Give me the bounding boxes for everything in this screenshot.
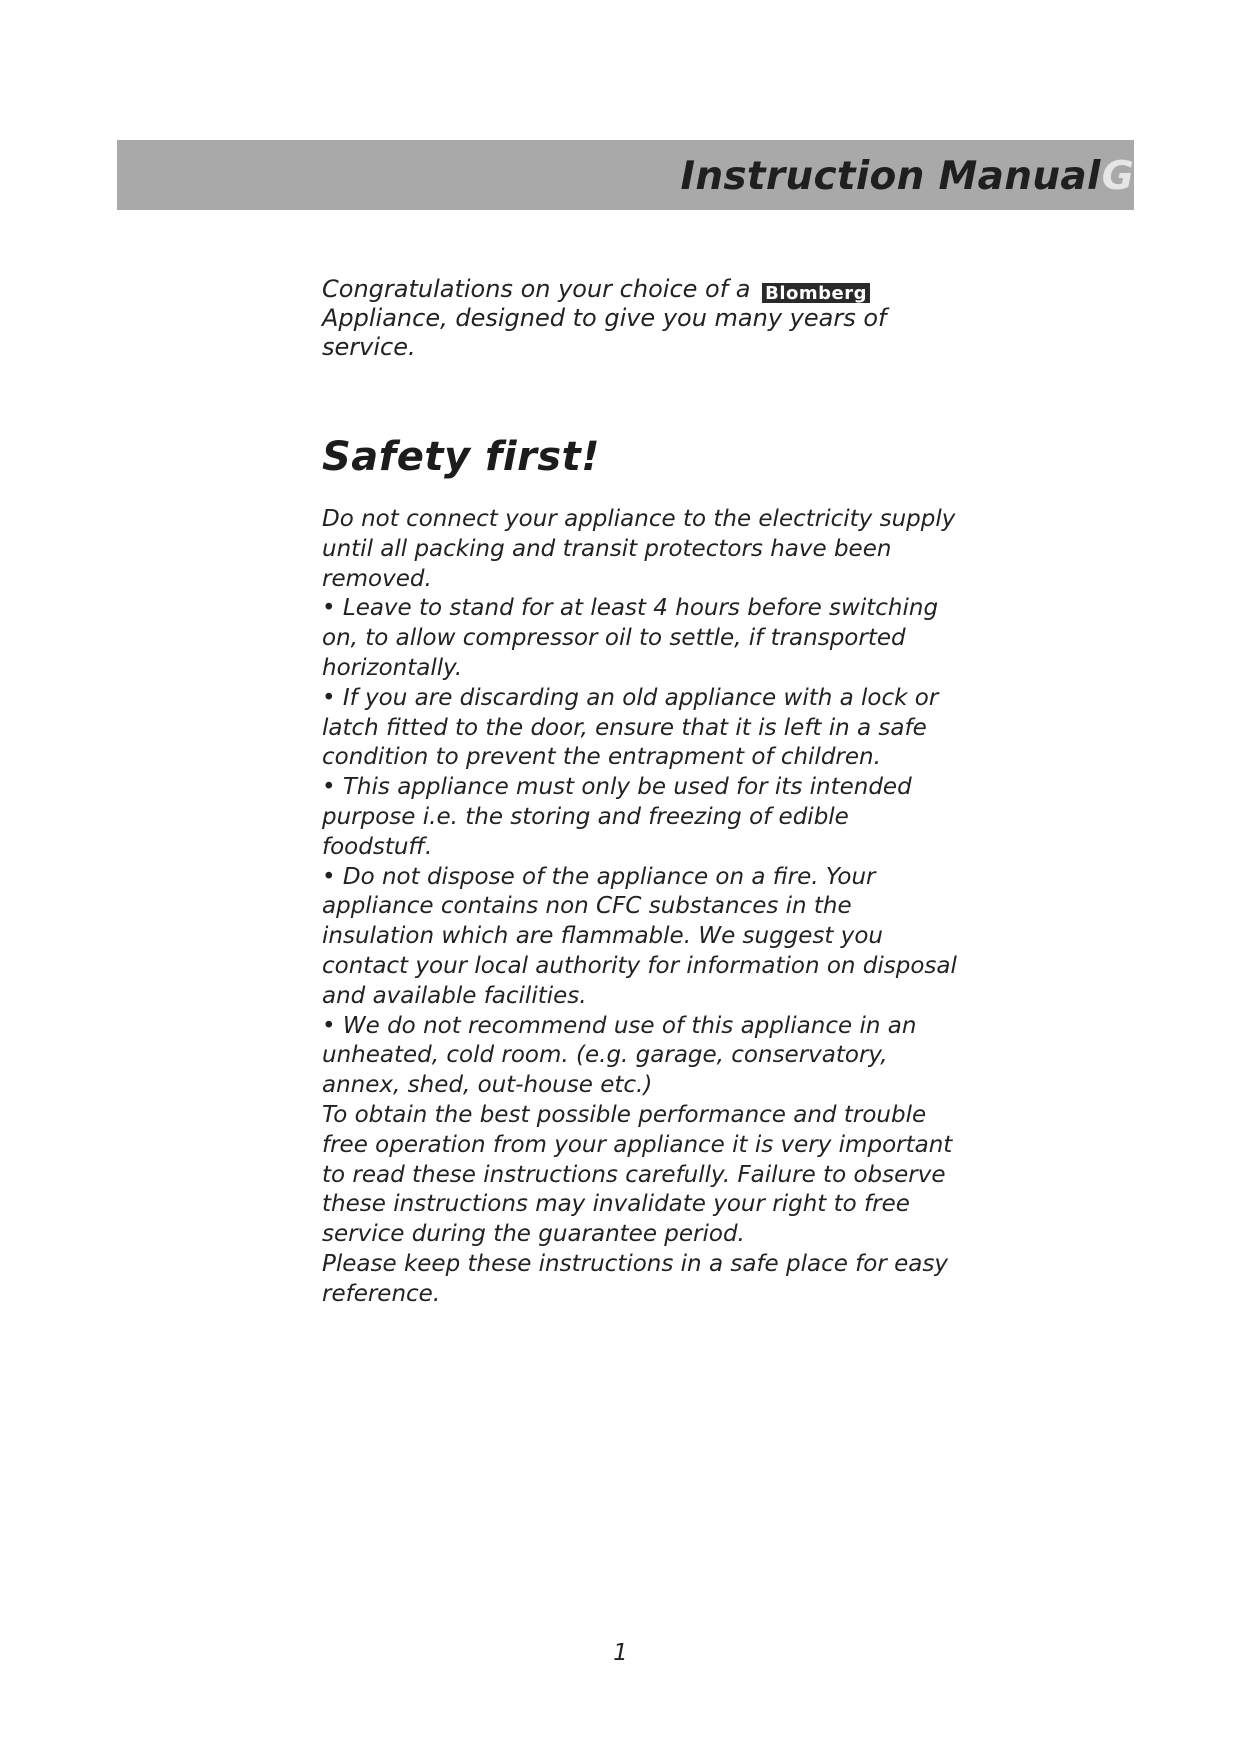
safety-body bbox=[322, 505, 962, 1310]
manual-title bbox=[681, 140, 1134, 210]
brand-logo: Blomberg bbox=[762, 283, 870, 303]
safety-bullet: • This appliance must only be used for its intended purpose i.e. the storing and freezing of edible foodstuff. bbox=[322, 774, 912, 860]
section-title: Safety first! bbox=[322, 434, 600, 480]
safety-paragraph: To obtain the best possible performance and trouble free operation from your appliance it is very important to read these instructions carefully. Failure to observe these instructions may invalidate your right to free service during the guarantee period. bbox=[322, 1101, 953, 1248]
manual-title-text: Instruction Manual bbox=[680, 154, 1101, 199]
safety-bullet: • Leave to stand for at least 4 hours before switching on, to allow compressor oil to settle, if transported horizontally. bbox=[322, 595, 939, 681]
language-tab: G bbox=[1101, 154, 1134, 199]
safety-bullet: • If you are discarding an old appliance with a lock or latch fitted to the door, ensure that it is left in a safe condition to prevent the entrapment of children. bbox=[322, 684, 939, 771]
safety-bullet: • Do not dispose of the appliance on a fire. Your appliance contains non CFC substances in the insulation which are flammable. We suggest you contact your local authority for information on disposal and available facilities. bbox=[322, 863, 957, 1009]
page-number: 1 bbox=[613, 1640, 628, 1666]
intro-line-end: Appliance, designed to give you many years of service. bbox=[322, 304, 887, 361]
intro-line-start: Congratulations on your choice of a bbox=[322, 275, 751, 303]
safety-bullet: • We do not recommend use of this appliance in an unheated, cold room. (e.g. garage, conservatory, annex, shed, out-house etc.) bbox=[322, 1012, 917, 1099]
safety-paragraph: Please keep these instructions in a safe place for easy reference. bbox=[322, 1250, 948, 1307]
intro-text bbox=[322, 275, 962, 362]
header-band bbox=[117, 140, 1134, 210]
safety-paragraph: Do not connect your appliance to the electricity supply until all packing and transit protectors have been removed. bbox=[322, 506, 956, 592]
